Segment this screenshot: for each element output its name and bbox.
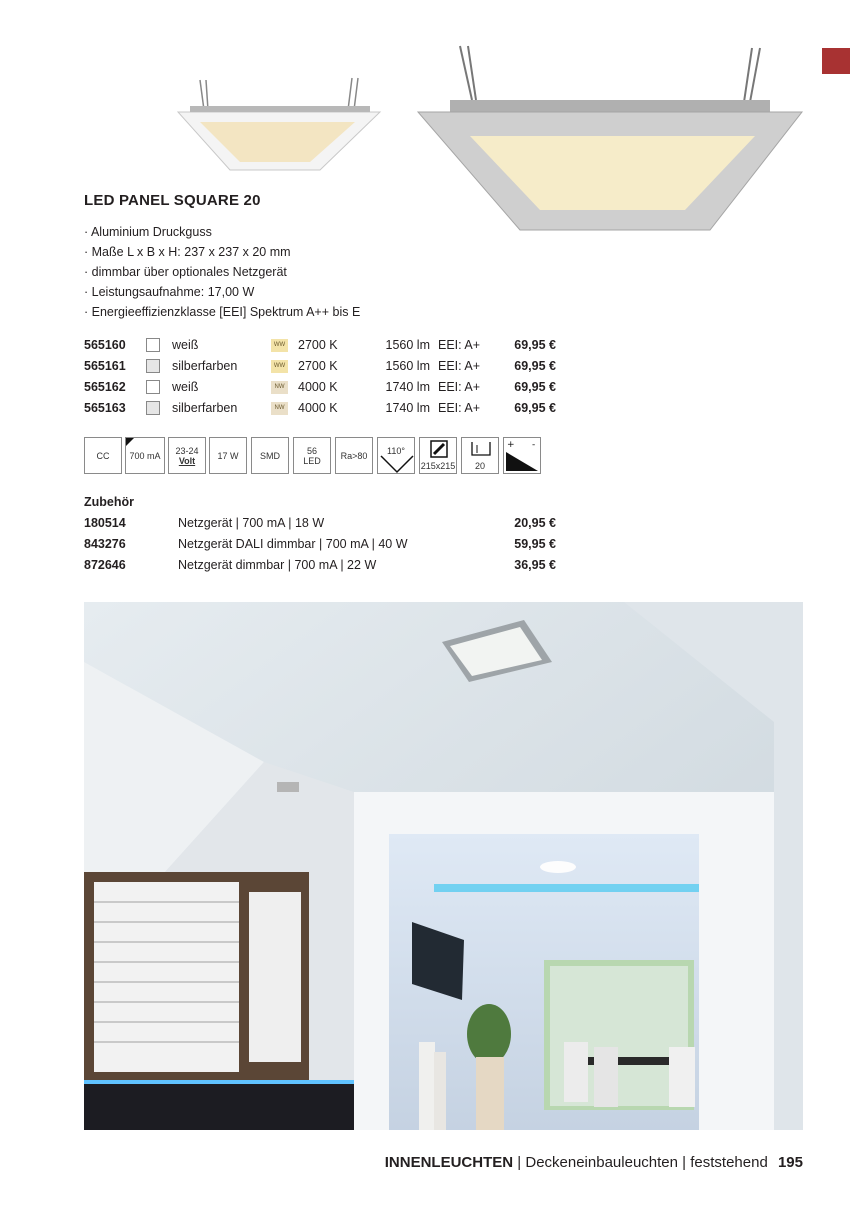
color-temperature: 4000 K (298, 401, 338, 415)
article-number: 565160 (84, 338, 126, 352)
depth-bracket-icon (470, 441, 492, 457)
product-image-white (170, 70, 390, 180)
light-color-badge: WW (271, 360, 288, 373)
power-icon (209, 437, 247, 474)
cutout-icon (419, 437, 457, 474)
article-number: 565161 (84, 359, 126, 373)
article-number: 872646 (84, 558, 126, 572)
color-temperature: 4000 K (298, 380, 338, 394)
color-temperature: 2700 K (298, 338, 338, 352)
variant-row (84, 399, 564, 420)
accessories-table (84, 514, 564, 577)
energy-class: EEI: A+ (438, 359, 481, 373)
led-type-icon (251, 437, 289, 474)
footer-variant: feststehend (690, 1154, 768, 1171)
current-label: 700 mA (129, 450, 161, 461)
voltage-unit-label: Volt (178, 455, 196, 466)
variant-row (84, 378, 564, 399)
article-number: 565163 (84, 401, 126, 415)
svg-text:-: - (532, 440, 536, 450)
variant-row (84, 336, 564, 357)
product-image-silver (410, 40, 810, 235)
color-name: silberfarben (172, 359, 238, 373)
light-color-badge: NW (271, 381, 288, 394)
luminous-flux: 1560 lm (385, 359, 430, 373)
beam-angle-icon (377, 437, 415, 474)
article-number: 565162 (84, 380, 126, 394)
luminous-flux: 1740 lm (385, 380, 430, 394)
energy-class: EEI: A+ (438, 380, 481, 394)
beam-angle-label: 110° (387, 446, 405, 456)
dimmable-icon (503, 437, 541, 474)
color-name: weiß (172, 380, 199, 394)
cutout-label: 215x215 (420, 461, 456, 471)
accessory-description: Netzgerät | 700 mA | 18 W (178, 516, 325, 530)
accessory-description: Netzgerät DALI dimmbar | 700 mA | 40 W (178, 537, 408, 551)
interior-photo (84, 602, 803, 1130)
footer-category: INNENLEUCHTEN (384, 1154, 514, 1171)
price: 69,95 € (514, 380, 556, 394)
feature-item: · Maße L x B x H: 237 x 237 x 20 mm (84, 242, 360, 262)
price: 69,95 € (514, 401, 556, 415)
voltage-range-label: 23-24 (175, 445, 199, 456)
feature-item: · dimmbar über optionales Netzgerät (84, 262, 360, 282)
footer-subcategory: Deckeneinbauleuchten (525, 1154, 678, 1171)
accessory-row (84, 514, 564, 535)
color-name: weiß (172, 338, 199, 352)
feature-item: · Energieeffizienzklasse [EEI] Spektrum A++ bis E (84, 302, 360, 322)
product-title: LED PANEL SQUARE 20 (84, 192, 261, 209)
installation-depth-icon (461, 437, 499, 474)
price: 59,95 € (514, 537, 556, 551)
color-name: silberfarben (172, 401, 238, 415)
price: 69,95 € (514, 338, 556, 352)
cri-icon (335, 437, 373, 474)
footer-separator: | (682, 1154, 687, 1171)
article-number: 180514 (84, 516, 126, 530)
luminous-flux: 1740 lm (385, 401, 430, 415)
corner-triangle-icon (126, 438, 134, 446)
page-footer (385, 1154, 803, 1171)
price: 69,95 € (514, 359, 556, 373)
light-color-badge: WW (271, 339, 288, 352)
dimming-ramp-icon (504, 438, 540, 473)
accessory-row (84, 535, 564, 556)
svg-text:+: + (507, 440, 515, 450)
price: 20,95 € (514, 516, 556, 530)
accessory-description: Netzgerät dimmbar | 700 mA | 22 W (178, 558, 377, 572)
luminous-flux: 1560 lm (385, 338, 430, 352)
cutout-tool-icon (430, 440, 448, 458)
article-number: 843276 (84, 537, 126, 551)
energy-class: EEI: A+ (438, 338, 481, 352)
cc-label: CC (96, 450, 110, 461)
beam-shape-icon (380, 454, 414, 474)
variant-row (84, 357, 564, 378)
led-count-icon (293, 437, 331, 474)
page-number: 195 (777, 1154, 803, 1171)
voltage-icon (168, 437, 206, 474)
accessories-title: Zubehör (84, 495, 134, 509)
color-temperature: 2700 K (298, 359, 338, 373)
accessory-row (84, 556, 564, 577)
color-swatch (146, 380, 160, 394)
chapter-tab-marker (822, 48, 850, 74)
cri-label: Ra>80 (340, 450, 368, 461)
current-icon (125, 437, 165, 474)
color-swatch (146, 359, 160, 373)
variant-table (84, 336, 564, 420)
price: 36,95 € (514, 558, 556, 572)
led-count-label: 56 (306, 445, 317, 456)
light-color-badge: NW (271, 402, 288, 415)
led-label: LED (303, 455, 321, 466)
color-swatch (146, 338, 160, 352)
energy-class: EEI: A+ (438, 401, 481, 415)
footer-separator: | (517, 1154, 522, 1171)
feature-item: · Aluminium Druckguss (84, 222, 360, 242)
power-label: 17 W (217, 450, 239, 461)
depth-label: 20 (474, 461, 485, 471)
color-swatch (146, 401, 160, 415)
feature-list (84, 222, 360, 322)
led-type-label: SMD (260, 450, 280, 461)
constant-current-icon (84, 437, 122, 474)
feature-item: · Leistungsaufnahme: 17,00 W (84, 282, 360, 302)
